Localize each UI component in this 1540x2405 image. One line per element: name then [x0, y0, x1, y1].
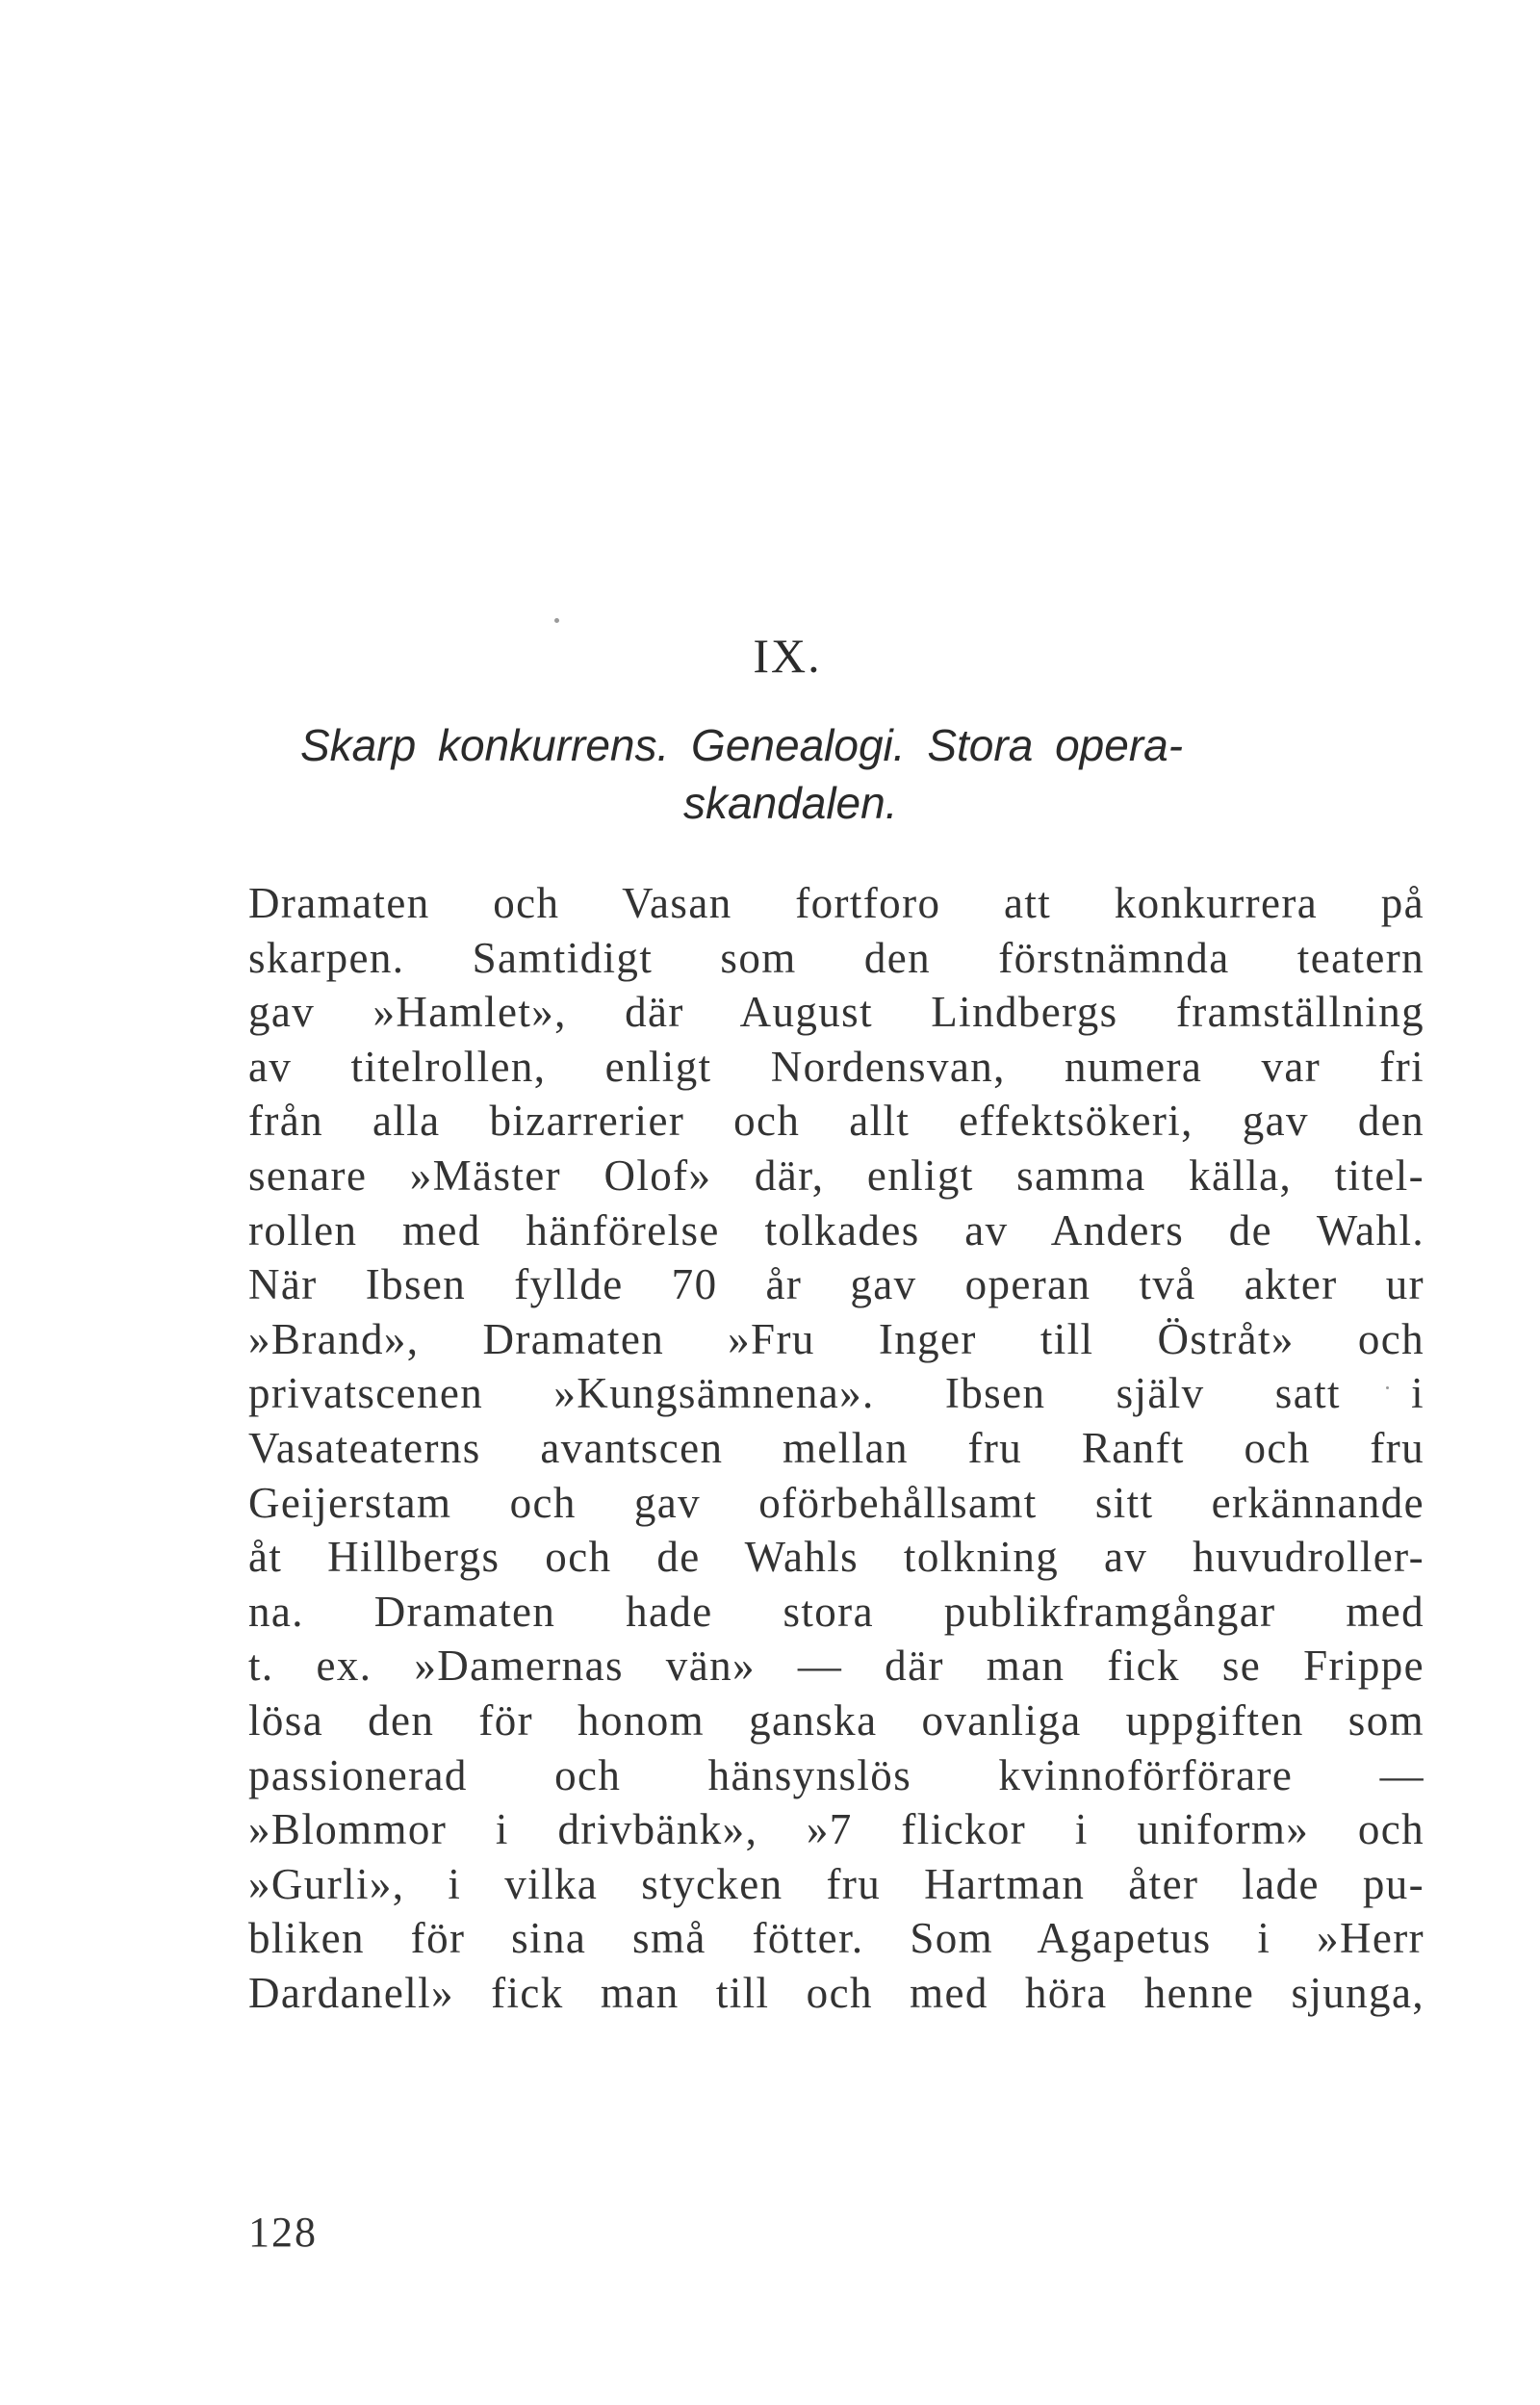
body-line: »Brand», Dramaten »Fru Inger till Östråt» och	[248, 1314, 1424, 1363]
body-line: passionerad och hänsynslös kvinnoförförare —	[248, 1750, 1424, 1799]
body-line: lösa den för honom ganska ovanliga uppgiften som	[248, 1695, 1424, 1745]
body-paragraph	[248, 876, 1424, 2020]
chapter-subtitle	[260, 716, 1424, 832]
body-line: Dardanell» fick man till och med höra henne sjunga,	[248, 1968, 1424, 2017]
body-line: privatscenen »Kungsämnena». Ibsen själv satt i	[248, 1369, 1424, 1418]
body-line: senare »Mäster Olof» där, enligt samma källa, titel-	[248, 1151, 1424, 1200]
body-line: t. ex. »Damernas vän» — där man fick se Frippe	[248, 1642, 1424, 1691]
body-line: från alla bizarrerier och allt effektsökeri, gav den	[248, 1097, 1424, 1146]
chapter-subtitle-line: Skarp konkurrens. Genealogi. Stora opera-	[300, 720, 1184, 770]
body-line: »Blommor i drivbänk», »7 flickor i uniform» och	[248, 1805, 1424, 1854]
body-line: av titelrollen, enligt Nordensvan, numera var fri	[248, 1042, 1424, 1091]
paper-speck	[554, 618, 559, 623]
chapter-subtitle-line: skandalen.	[683, 778, 898, 828]
body-line: Dramaten och Vasan fortforo att konkurrera på	[248, 879, 1424, 927]
body-line: »Gurli», i vilka stycken fru Hartman åter lade pu-	[248, 1859, 1424, 1908]
body-line: Geijerstam och gav oförbehållsamt sitt erkännande	[248, 1478, 1424, 1527]
chapter-number: IX.	[753, 629, 822, 683]
page-number: 128	[248, 2209, 318, 2256]
body-line: bliken för sina små fötter. Som Agapetus i »Herr	[248, 1914, 1424, 1963]
body-line: skarpen. Samtidigt som den förstnämnda teatern	[248, 933, 1424, 982]
body-line: na. Dramaten hade stora publikframgångar med	[248, 1587, 1424, 1636]
body-line: åt Hillbergs och de Wahls tolkning av huvudroller-	[248, 1533, 1424, 1582]
body-line: När Ibsen fyllde 70 år gav operan två akter ur	[248, 1260, 1424, 1309]
body-line: Vasateaterns avantscen mellan fru Ranft och fru	[248, 1423, 1424, 1472]
body-line: gav »Hamlet», där August Lindbergs framställning	[248, 988, 1424, 1037]
body-line: rollen med hänförelse tolkades av Anders de Wahl.	[248, 1205, 1424, 1254]
